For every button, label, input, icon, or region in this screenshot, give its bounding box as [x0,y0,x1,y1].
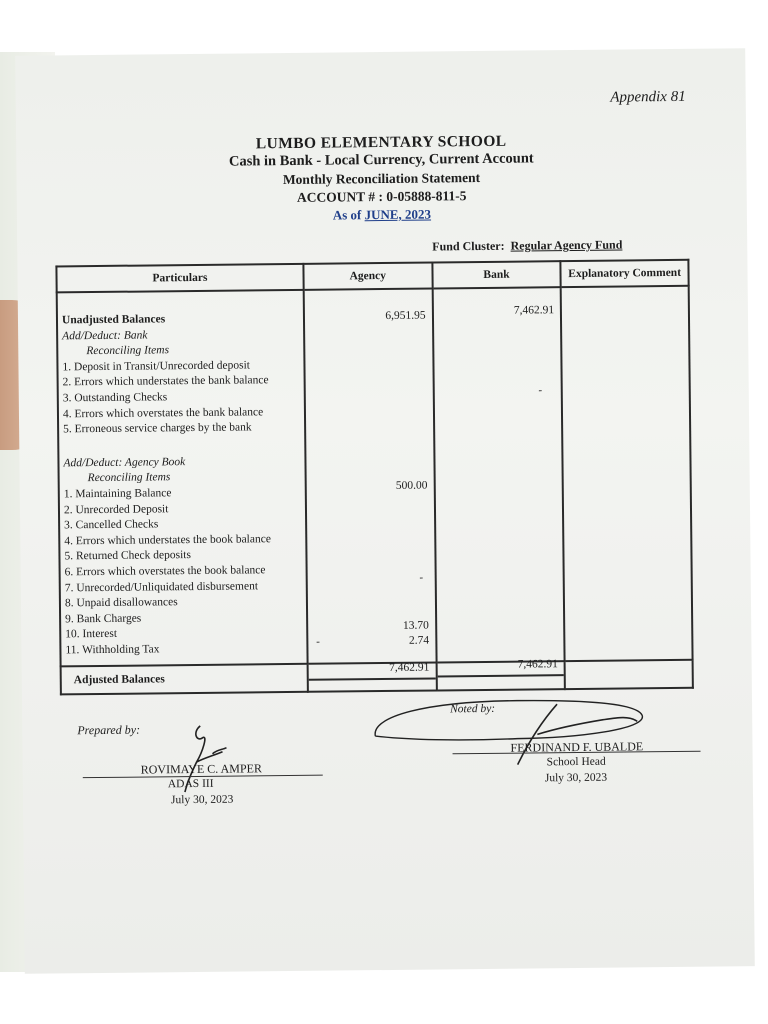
list-item: 6. Errors which overstates the book balance [64,564,266,579]
errors-understates-bank-dash: - [538,384,543,397]
table-row [61,660,693,695]
list-item: 11. Withholding Tax [65,643,160,657]
adjusted-bank-cell [436,658,565,690]
unrecorded-disbursement-dash: - [419,571,424,584]
list-item: 1. Deposit in Transit/Unrecorded deposit [62,359,251,374]
bank-charges-value: 13.70 [402,619,429,632]
table-row [57,286,693,667]
interest-dash: - [316,635,320,648]
adjusted-agency-value: 7,462.91 [389,661,430,674]
as-of-prefix: As of [332,207,365,223]
prepared-by-label: Prepared by: [77,722,141,738]
account-type: Cash in Bank - Local Currency, Current Account [228,150,534,170]
agency-cell [303,288,436,663]
list-item: 3. Cancelled Checks [64,518,159,532]
noted-name: FERDINAND F. UBALDE [510,739,644,755]
list-item: 5. Returned Check deposits [64,549,192,563]
col-agency: Agency [303,262,432,289]
list-item: 7. Unrecorded/Unliquidated disbursement [64,579,259,594]
noted-date: July 30, 2023 [544,771,608,785]
noted-by-label: Noted by: [450,702,496,716]
list-item: 10. Interest [65,628,118,641]
list-item: 4. Errors which understates the book balance [64,532,271,548]
col-bank: Bank [432,261,561,288]
col-explanatory-comment: Explanatory Comment [561,260,689,287]
maintaining-balance-value: 500.00 [395,479,428,492]
unadjusted-label: Unadjusted Balances [61,313,166,327]
fund-cluster-value: Regular Agency Fund [510,237,623,253]
as-of-date: JUNE, 2023 [364,206,432,223]
particulars-cell [57,290,308,667]
statement-title: Monthly Reconciliation Statement [282,169,481,188]
fund-cluster-label: Fund Cluster: [432,238,505,254]
list-item: 9. Bank Charges [65,612,142,626]
interest-value: 2.74 [408,634,430,647]
list-item: 5. Erroneous service charges by the bank [63,421,252,436]
reconciliation-table [55,259,693,696]
prepared-date: July 30, 2023 [170,793,234,807]
adjusted-agency-cell [307,662,436,691]
adjusted-bank-value: 7,462.91 [517,658,558,671]
book-section-title: Add/Deduct: Agency Book [63,455,186,470]
bank-cell [432,287,564,662]
col-particulars: Particulars [56,264,303,293]
list-item: 2. Errors which understates the bank balance [62,374,269,389]
school-name: LUMBO ELEMENTARY SCHOOL [255,132,507,153]
unadjusted-agency-value: 6,951.95 [385,309,426,322]
unadjusted-bank-value: 7,462.91 [513,304,555,317]
list-item: 1. Maintaining Balance [63,487,172,501]
list-item: 3. Outstanding Checks [62,391,168,405]
appendix-label: Appendix 81 [610,88,686,106]
book-section-subtitle: Reconciling Items [87,471,171,485]
prepared-position: ADAS III [167,777,214,791]
explanatory-cell [561,286,693,661]
account-number: ACCOUNT # : 0-05888-811-5 [296,188,467,205]
prepared-name: ROVIMAYE C. AMPER [140,761,263,777]
noted-position: School Head [546,755,606,769]
list-item: 2. Unrecorded Deposit [63,502,169,516]
list-item: 8. Unpaid disallowances [64,596,178,610]
bank-section-subtitle: Reconciling Items [86,344,170,358]
adjusted-label-cell [61,664,308,695]
list-item: 4. Errors which overstates the bank balance [62,405,264,420]
document-page [15,48,755,974]
adjusted-label: Adjusted Balances [73,673,165,687]
fund-cluster [432,238,622,255]
adjusted-explanatory-cell [565,660,693,689]
bank-section-title: Add/Deduct: Bank [62,329,148,342]
